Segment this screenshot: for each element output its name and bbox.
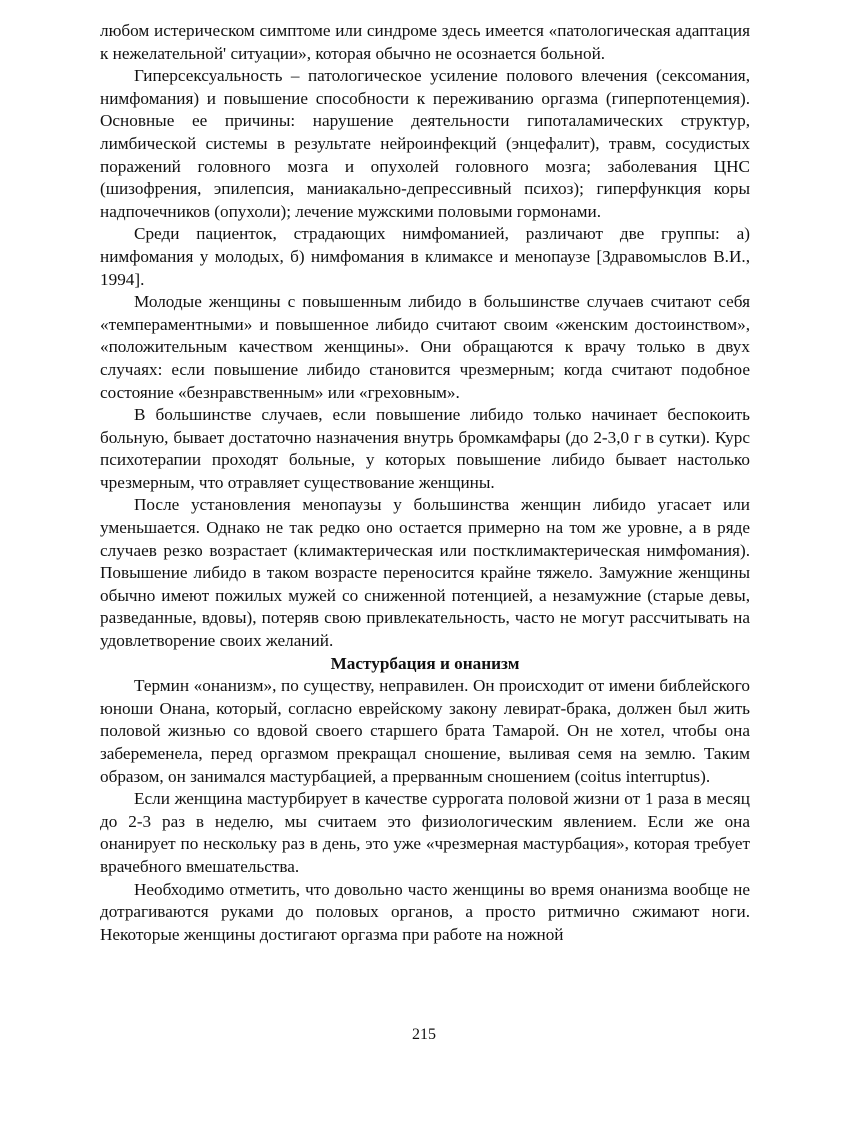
paragraph: После установления менопаузы у большинства женщин либидо угасает или уменьшается. Однако не так редко оно остается примерно на том же уровне, а в ряде случаев резко возрастает (климактерическая или постклимактерическая нимфомания). Повышение либидо в таком возрасте переносится крайне тяжело. Замужние женщины обычно имеют пожилых мужей со сниженной потенцией, а незамужние (старые девы, разведанные, вдовы), потеряв свою привлекательность, часто не могут рассчитывать на удовлетворение своих желаний. bbox=[100, 495, 750, 651]
section-heading: Мастурбация и онанизм bbox=[330, 653, 520, 673]
page-body bbox=[100, 20, 750, 946]
page-number: 215 bbox=[412, 1026, 436, 1043]
paragraph: В большинстве случаев, если повышение либидо только начинает беспокоить больную, бывает достаточно назначения внутрь бромкамфары (до 2-3,0 г в сутки). Курс психотерапии проходят больные, у которых повышение либидо бывает настолько чрезмерным, что отравляет существование женщины. bbox=[100, 405, 750, 492]
paragraph: Если женщина мастурбирует в качестве суррогата половой жизни от 1 раза в месяц до 2-3 раз в неделю, мы считаем это физиологическим явлением. Если же она онанирует по нескольку раз в день, это уже «чрезмерная мастурбация», которая требует врачебного вмешательства. bbox=[100, 789, 750, 876]
paragraph: Необходимо отметить, что довольно часто женщины во время онанизма вообще не дотрагиваются руками до половых органов, а просто ритмично сжимают ноги. Некоторые женщины достигают оргазма при работе на ножной bbox=[100, 879, 750, 944]
paragraph: Молодые женщины с повышенным либидо в большинстве случаев считают себя «темпераментными» и повышенное либидо считают своим «женским достоинством», «положительным качеством женщины». Они обращаются к врачу только в двух случаях: если повышение либидо становится чрезмерным; когда считают подобное состояние «безнравственным» или «греховным». bbox=[100, 292, 750, 402]
paragraph: Среди пациенток, страдающих нимфоманией, различают две группы: а) нимфомания у молодых, б) нимфомания в климаксе и менопаузе [Здравомыслов В.И., 1994]. bbox=[100, 224, 750, 289]
paragraph: Гиперсексуальность – патологическое усиление полового влечения (сексомания, нимфомания) и повышение способности к переживанию оргазма (гиперпотенцемия). Основные ее причины: нарушение деятельности гипоталамических структур, лимбической системы в результате нейроинфекций (энцефалит), травм, сосудистых поражений головного мозга и опухолей головного мозга; заболевания ЦНС (шизофрения, эпилепсия, маниакально-депрессивный психоз); гиперфункция коры надпочечников (опухоли); лечение мужскими половыми гормонами. bbox=[100, 66, 750, 221]
paragraph: Термин «онанизм», по существу, неправилен. Он происходит от имени библейского юноши Онана, который, согласно еврейскому закону левират-брака, должен был жить половой жизнью со вдовой своего старшего брата Тамарой. Он не хотел, чтобы она забеременела, перед оргазмом прекращал сношение, выливая семя на землю. Таким образом, он занимался мастурбацией, а прерванным сношением (coitus interruptus). bbox=[100, 676, 750, 786]
paragraph: любом истерическом симптоме или синдроме здесь имеется «патологическая адаптация к нежелательной' ситуации», которая обычно не осознается больной. bbox=[100, 21, 750, 63]
